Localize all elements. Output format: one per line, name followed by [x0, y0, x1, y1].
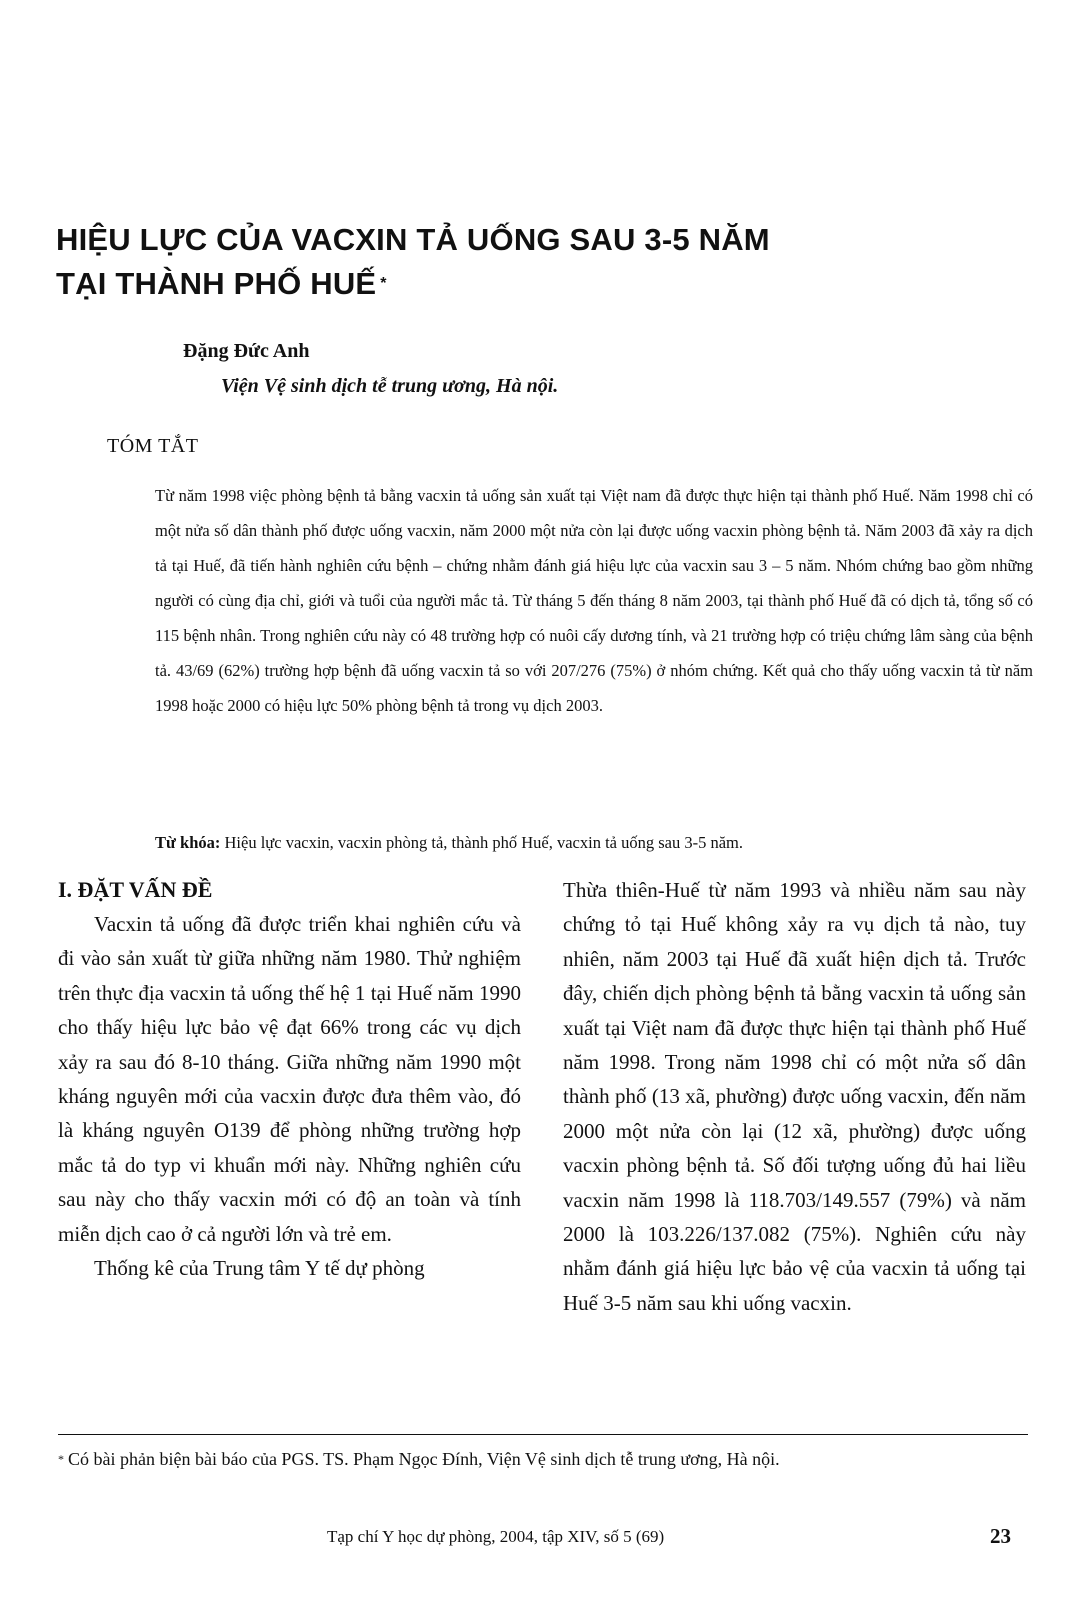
left-column — [58, 873, 521, 1285]
footnote — [58, 1446, 1038, 1472]
left-paragraph-2: Thống kê của Trung tâm Y tế dự phòng — [94, 1256, 425, 1281]
article-title — [56, 218, 856, 306]
right-paragraph: Thừa thiên-Huế từ năm 1993 và nhiều năm sau này chứng tỏ tại Huế không xảy ra vụ dịch tả nào, tuy nhiên, năm 2003 tại Huế đã xuất hiện dịch tả. Trước đây, chiến dịch phòng bệnh tả bằng vacxin tả uống sản xuất tại Việt nam đã được thực hiện tại thành phố Huế năm 1998. Trong năm 1998 chỉ có một nửa số dân thành phố (13 xã, phường) được uống vacxin, đến năm 2000 một nửa còn lại (12 xã, phường) được uống vacxin phòng bệnh tả. Số đối tượng uống đủ hai liều vacxin năm 1998 là 118.703/149.557 (79%) và năm 2000 là 103.226/137.082 (75%). Nghiên cứu này nhằm đánh giá hiệu lực bảo vệ của vacxin tả uống tại Huế 3-5 năm sau khi uống vacxin. — [563, 878, 1026, 1315]
title-line-2-text: TẠI THÀNH PHỐ HUẾ — [56, 266, 377, 301]
keywords — [155, 830, 1033, 856]
section-heading: I. ĐẶT VẤN ĐỀ — [58, 877, 213, 902]
footnote-text: Có bài phản biện bài báo của PGS. TS. Phạm Ngọc Đính, Viện Vệ sinh dịch tễ trung ương, Hà nội. — [68, 1449, 780, 1469]
keywords-text: Hiệu lực vacxin, vacxin phòng tả, thành phố Huế, vacxin tả uống sau 3-5 năm. — [220, 833, 743, 852]
title-footnote-marker: * — [380, 275, 387, 292]
page-number: 23 — [990, 1524, 1011, 1548]
abstract-body: Từ năm 1998 việc phòng bệnh tả bằng vacxin tả uống sản xuất tại Việt nam đã được thực hiện tại thành phố Huế. Năm 1998 chỉ có một nửa số dân thành phố được uống vacxin, năm 2000 một nửa còn lại được uống vacxin phòng bệnh tả. Năm 2003 đã xảy ra dịch tả tại Huế, đã tiến hành nghiên cứu bệnh – chứng nhằm đánh giá hiệu lực của vacxin sau 3 – 5 năm. Nhóm chứng bao gồm những người có cùng địa chỉ, giới và tuổi của người mắc tả. Từ tháng 5 đến tháng 8 năm 2003, tại thành phố Huế đã có dịch tả, tổng số có 115 bệnh nhân. Trong nghiên cứu này có 48 trường hợp có nuôi cấy dương tính, và 21 trường hợp có triệu chứng lâm sàng của bệnh tả. 43/69 (62%) trường hợp bệnh đã uống vacxin tả so với 207/276 (75%) ở nhóm chứng. Kết quả cho thấy uống vacxin tả từ năm 1998 hoặc 2000 có hiệu lực 50% phòng bệnh tả trong vụ dịch 2003. — [155, 486, 1033, 715]
footnote-marker: * — [58, 1452, 64, 1466]
title-line-1: HIỆU LỰC CỦA VACXIN TẢ UỐNG SAU 3-5 NĂM — [56, 222, 770, 257]
left-paragraph-1: Vacxin tả uống đã được triển khai nghiên cứu và đi vào sản xuất từ giữa những năm 1980. Thử nghiệm trên thực địa vacxin tả uống thế hệ 1 tại Huế năm 1990 cho thấy hiệu lực bảo vệ đạt 66% trong các vụ dịch xảy ra sau đó 8-10 tháng. Giữa những năm 1990 một kháng nguyên mới của vacxin được đưa thêm vào, đó là kháng nguyên O139 để phòng những trường hợp mắc tả do typ vi khuẩn mới này. Những nghiên cứu sau này cho thấy vacxin mới có độ an toàn và tính miễn dịch cao ở cả người lớn và trẻ em. — [58, 912, 521, 1246]
author-affiliation: Viện Vệ sinh dịch tễ trung ương, Hà nội. — [221, 375, 559, 397]
keywords-label: Từ khóa: — [155, 833, 221, 852]
journal-reference: Tạp chí Y học dự phòng, 2004, tập XIV, số 5 (69) — [327, 1527, 665, 1546]
title-line-2 — [56, 262, 856, 306]
right-column — [563, 873, 1026, 1320]
author-name: Đặng Đức Anh — [183, 340, 310, 362]
footnote-divider — [58, 1434, 1028, 1435]
abstract-heading: TÓM TẮT — [107, 435, 199, 457]
